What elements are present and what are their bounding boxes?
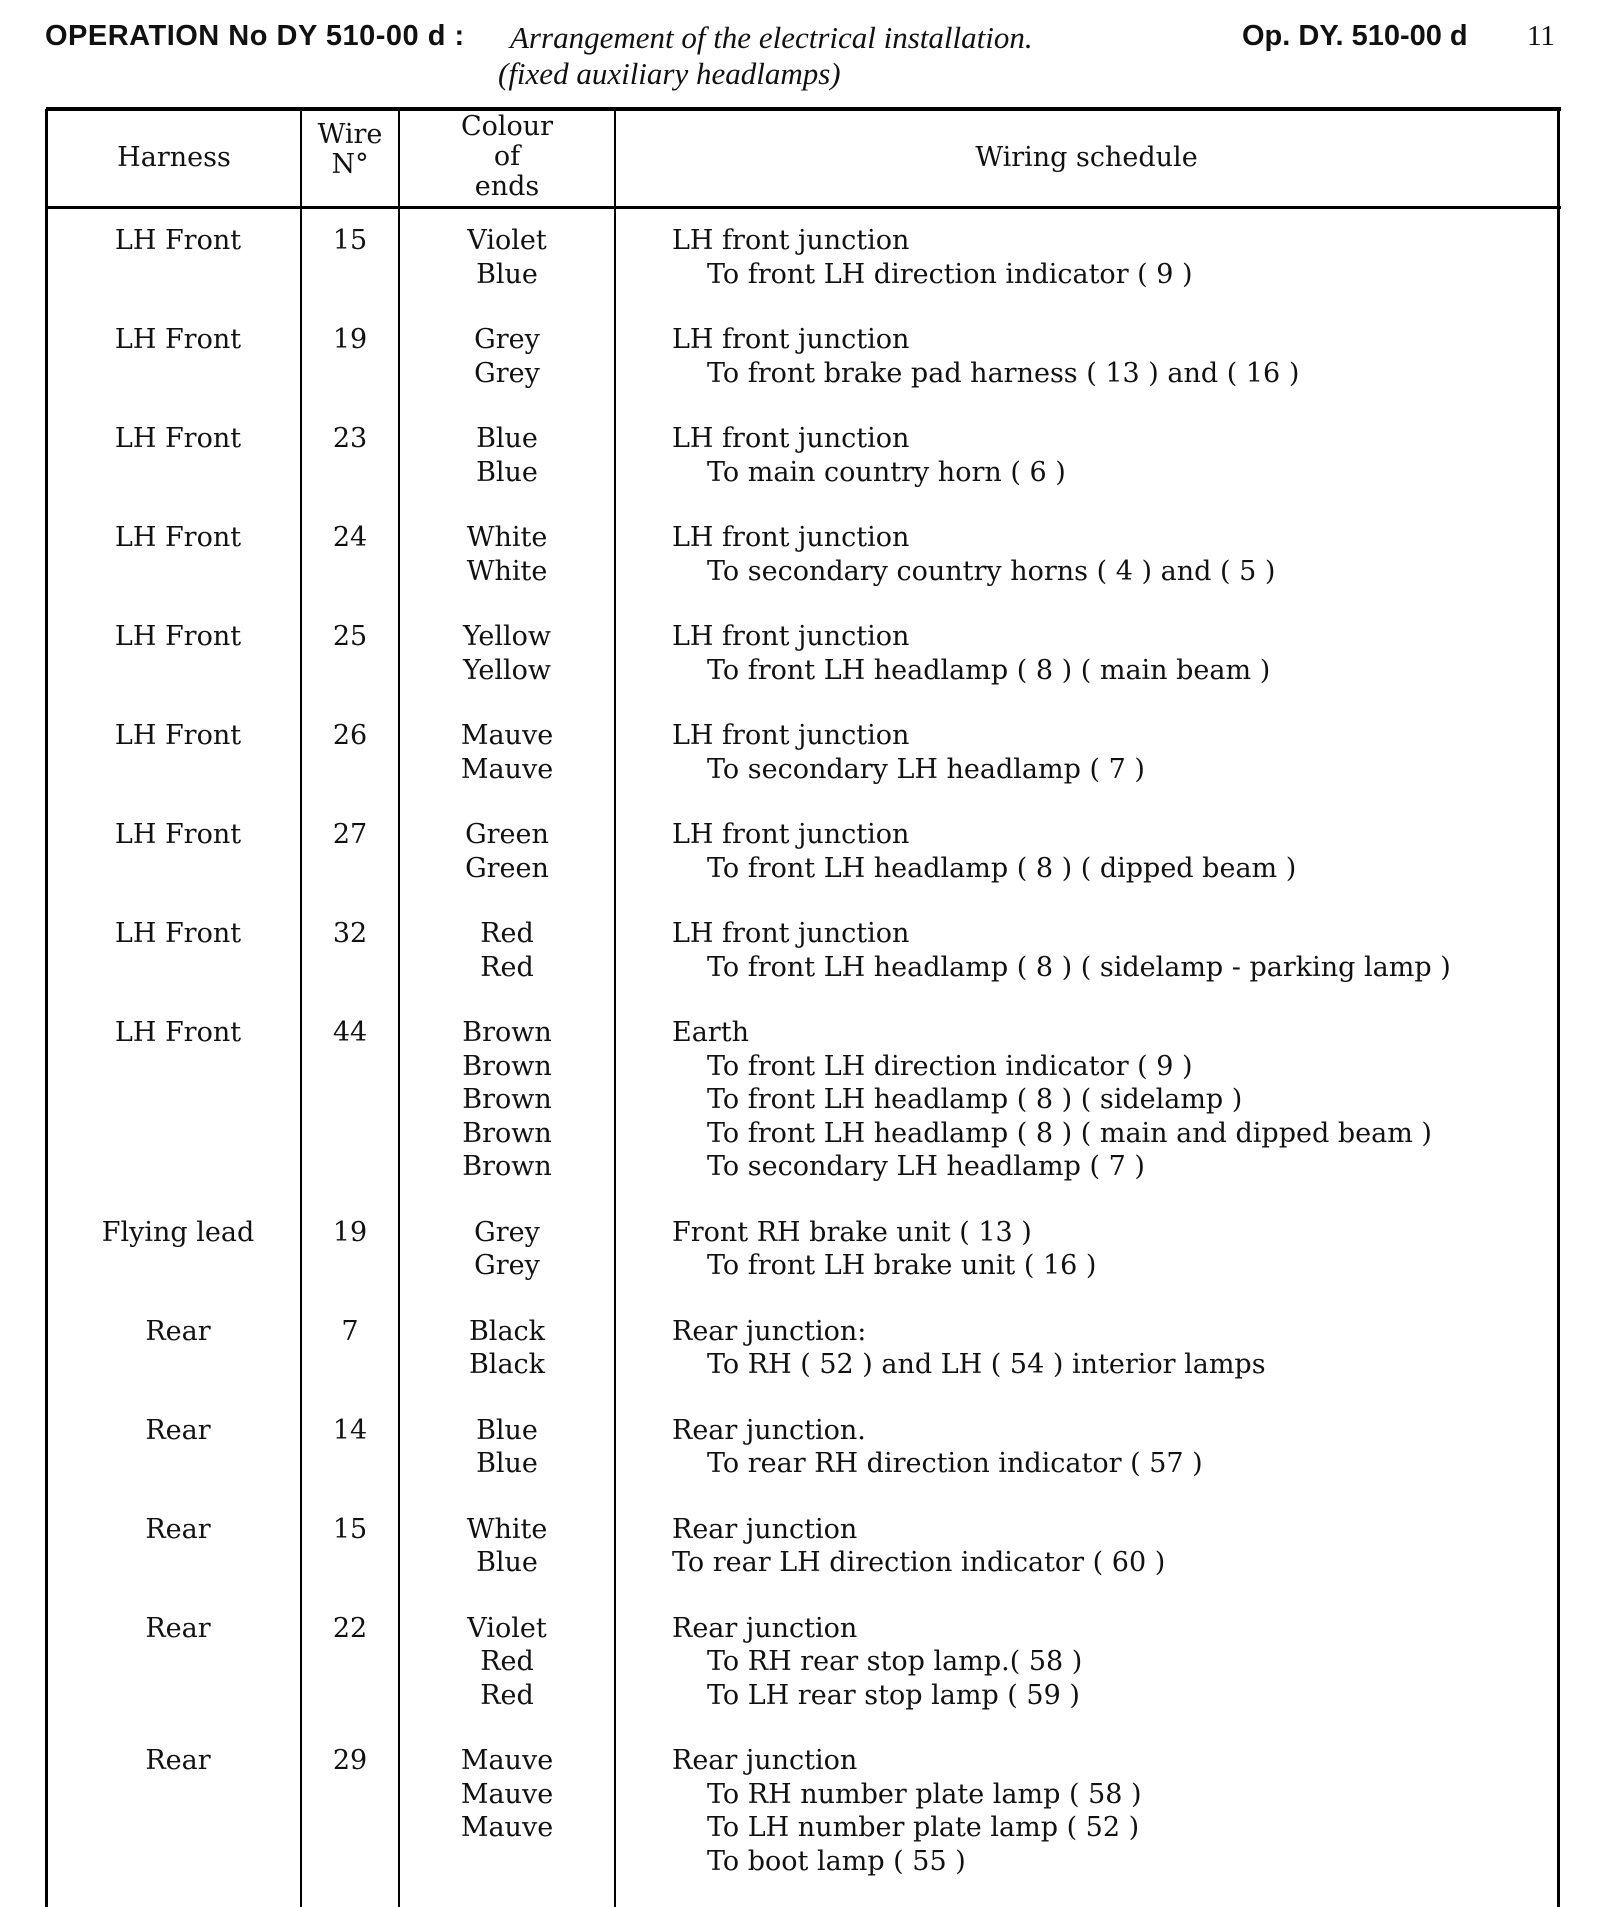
wire-number-cell: 7 <box>341 1315 359 1347</box>
colour-value: Red <box>480 918 534 949</box>
header-line: N° <box>331 149 369 180</box>
harness-cell: Rear <box>145 1315 211 1347</box>
header-line: Wire <box>317 119 383 150</box>
schedule-junction: LH front junction <box>672 324 910 355</box>
schedule-destination: To secondary LH headlamp ( 7 ) <box>707 753 1145 785</box>
wire-number-cell: 19 <box>332 1216 368 1248</box>
colour-value: Brown <box>462 1151 552 1182</box>
schedule-junction: LH front junction <box>672 522 910 553</box>
schedule-destination: To boot lamp ( 55 ) <box>707 1845 966 1877</box>
harness-cell: LH Front <box>114 1017 242 1048</box>
schedule-destination: To secondary country horns ( 4 ) and ( 5 ) <box>707 555 1276 587</box>
schedule-destination: To front brake pad harness ( 13 ) and ( 16 ) <box>707 357 1300 389</box>
schedule-cell <box>672 1414 1552 1481</box>
column-header-colour <box>400 112 614 202</box>
colour-value: Blue <box>476 1414 538 1446</box>
harness-cell: Flying lead <box>101 1216 255 1248</box>
harness-cell: Rear <box>145 1414 211 1446</box>
schedule-junction: Rear junction <box>672 1612 858 1644</box>
colour-cell <box>400 1016 614 1184</box>
colour-value: Yellow <box>462 621 552 652</box>
colour-cell <box>400 1513 614 1580</box>
schedule-destination: To front LH headlamp ( 8 ) ( main and dipped beam ) <box>707 1117 1432 1149</box>
colour-value: Yellow <box>462 654 552 686</box>
table-header-rule <box>46 206 1561 209</box>
schedule-destination: To rear LH direction indicator ( 60 ) <box>672 1547 1166 1578</box>
colour-value: Black <box>468 1349 546 1380</box>
harness-cell: LH Front <box>114 423 242 454</box>
table-right-border <box>1557 109 1560 1907</box>
colour-cell <box>400 422 614 489</box>
colour-value: Red <box>480 1679 534 1711</box>
wire-number-cell: 24 <box>332 522 368 553</box>
schedule-destination: To LH rear stop lamp ( 59 ) <box>707 1679 1080 1711</box>
schedule-cell <box>672 719 1552 786</box>
colour-value: Blue <box>476 1547 538 1578</box>
colour-value: Violet <box>467 1612 547 1644</box>
wire-number-cell: 32 <box>332 918 368 949</box>
colour-value: Grey <box>474 1216 540 1248</box>
schedule-cell <box>672 1016 1552 1184</box>
harness-cell: LH Front <box>114 819 242 850</box>
colour-cell <box>400 1216 614 1283</box>
wire-number-cell: 44 <box>332 1017 368 1048</box>
schedule-junction: Rear junction: <box>672 1315 867 1347</box>
schedule-junction: Front RH brake unit ( 13 ) <box>672 1216 1032 1248</box>
colour-value: Mauve <box>460 753 554 785</box>
schedule-destination: To RH number plate lamp ( 58 ) <box>707 1778 1142 1810</box>
colour-value: White <box>466 1513 548 1545</box>
colour-value: Mauve <box>460 1778 554 1810</box>
colour-value: Brown <box>462 1117 552 1149</box>
header-line: of <box>493 141 521 172</box>
wire-number-cell: 15 <box>332 225 368 256</box>
wire-number-cell: 29 <box>332 1745 368 1776</box>
operation-title: Arrangement of the electrical installation. <box>510 20 1033 55</box>
colour-cell <box>400 323 614 390</box>
schedule-cell <box>672 323 1552 390</box>
schedule-destination: To front LH headlamp ( 8 ) ( sidelamp - parking lamp ) <box>707 951 1451 983</box>
schedule-destination: To front LH direction indicator ( 9 ) <box>707 258 1193 290</box>
colour-value: Mauve <box>460 1812 554 1843</box>
schedule-destination: To rear RH direction indicator ( 57 ) <box>707 1448 1203 1479</box>
colour-cell <box>400 1414 614 1481</box>
harness-cell: LH Front <box>114 324 242 355</box>
schedule-destination: To LH number plate lamp ( 52 ) <box>707 1812 1140 1843</box>
schedule-destination: To RH rear stop lamp.( 58 ) <box>707 1646 1083 1677</box>
colour-value: Blue <box>476 423 538 454</box>
colour-cell <box>400 1612 614 1713</box>
column-header-wire <box>302 120 398 180</box>
schedule-junction: LH front junction <box>672 918 910 949</box>
colour-value: Brown <box>462 1017 552 1048</box>
colour-cell <box>400 719 614 786</box>
schedule-junction: LH front junction <box>672 621 910 652</box>
schedule-cell <box>672 620 1552 687</box>
schedule-destination: To front LH headlamp ( 8 ) ( sidelamp ) <box>707 1084 1243 1115</box>
schedule-junction: LH front junction <box>672 819 910 850</box>
schedule-destination: To front LH headlamp ( 8 ) ( dipped beam ) <box>707 852 1297 884</box>
wire-number-cell: 14 <box>332 1414 368 1446</box>
schedule-destination: To secondary LH headlamp ( 7 ) <box>707 1151 1145 1182</box>
colour-value: Mauve <box>460 720 554 751</box>
wire-number-cell: 27 <box>332 819 368 850</box>
colour-value: Brown <box>462 1050 552 1082</box>
colour-value: Blue <box>476 456 538 488</box>
colour-value: Mauve <box>460 1745 554 1776</box>
schedule-cell <box>672 1315 1552 1382</box>
harness-cell: Rear <box>145 1745 211 1776</box>
colour-value: Red <box>480 1646 534 1677</box>
colour-value: Grey <box>474 357 540 389</box>
schedule-destination: To front LH brake unit ( 16 ) <box>707 1250 1097 1281</box>
page-number: 11 <box>1527 20 1555 52</box>
colour-value: Grey <box>474 1250 540 1281</box>
schedule-cell <box>672 818 1552 885</box>
colour-value: Red <box>480 951 534 983</box>
schedule-junction: Rear junction <box>672 1513 858 1545</box>
schedule-cell <box>672 1612 1552 1713</box>
schedule-cell <box>672 917 1552 984</box>
schedule-cell <box>672 1744 1552 1878</box>
colour-value: White <box>466 522 548 553</box>
colour-value: White <box>466 555 548 587</box>
schedule-cell <box>672 422 1552 489</box>
colour-cell <box>400 521 614 588</box>
harness-cell: Rear <box>145 1612 211 1644</box>
schedule-cell <box>672 521 1552 588</box>
wire-number-cell: 15 <box>332 1513 368 1545</box>
colour-value: Blue <box>476 258 538 290</box>
harness-cell: LH Front <box>114 522 242 553</box>
operation-subtitle: (fixed auxiliary headlamps) <box>498 56 841 91</box>
colour-value: Brown <box>462 1084 552 1115</box>
colour-value: Black <box>468 1315 546 1347</box>
column-header-schedule: Wiring schedule <box>975 142 1198 173</box>
wire-number-cell: 22 <box>332 1612 368 1644</box>
schedule-cell <box>672 224 1552 291</box>
harness-cell: LH Front <box>114 621 242 652</box>
harness-cell: LH Front <box>114 720 242 751</box>
harness-cell: LH Front <box>114 918 242 949</box>
colour-cell <box>400 818 614 885</box>
wire-number-cell: 19 <box>332 324 368 355</box>
wire-number-cell: 25 <box>332 621 368 652</box>
harness-cell: Rear <box>145 1513 211 1545</box>
colour-value: Grey <box>474 324 540 355</box>
colour-value: Violet <box>467 225 547 256</box>
column-divider <box>614 109 616 1907</box>
schedule-destination: To front LH headlamp ( 8 ) ( main beam ) <box>707 654 1271 686</box>
schedule-cell <box>672 1513 1552 1580</box>
colour-value: Green <box>465 819 549 850</box>
colour-value: Blue <box>476 1448 538 1479</box>
schedule-junction: Earth <box>672 1017 749 1048</box>
wire-number-cell: 26 <box>332 720 368 751</box>
schedule-destination: To front LH direction indicator ( 9 ) <box>707 1050 1193 1082</box>
colour-cell <box>400 917 614 984</box>
harness-cell: LH Front <box>114 225 242 256</box>
schedule-destination: To RH ( 52 ) and LH ( 54 ) interior lamps <box>707 1349 1266 1380</box>
header-line: ends <box>474 171 540 202</box>
colour-cell <box>400 1744 614 1845</box>
schedule-junction: LH front junction <box>672 225 910 256</box>
schedule-junction: LH front junction <box>672 720 910 751</box>
schedule-junction: Rear junction <box>672 1745 858 1776</box>
header-line: Colour <box>460 111 554 142</box>
table-top-rule <box>46 107 1561 111</box>
colour-cell <box>400 1315 614 1382</box>
column-header-harness: Harness <box>117 142 231 173</box>
colour-value: Green <box>465 852 549 884</box>
colour-cell <box>400 620 614 687</box>
schedule-junction: LH front junction <box>672 423 910 454</box>
schedule-junction: Rear junction. <box>672 1414 866 1446</box>
operation-number: OPERATION No DY 510-00 d : <box>45 20 465 52</box>
schedule-destination: To main country horn ( 6 ) <box>707 456 1066 488</box>
wire-number-cell: 23 <box>332 423 368 454</box>
operation-reference: Op. DY. 510-00 d <box>1242 20 1468 52</box>
schedule-cell <box>672 1216 1552 1283</box>
colour-cell <box>400 224 614 291</box>
